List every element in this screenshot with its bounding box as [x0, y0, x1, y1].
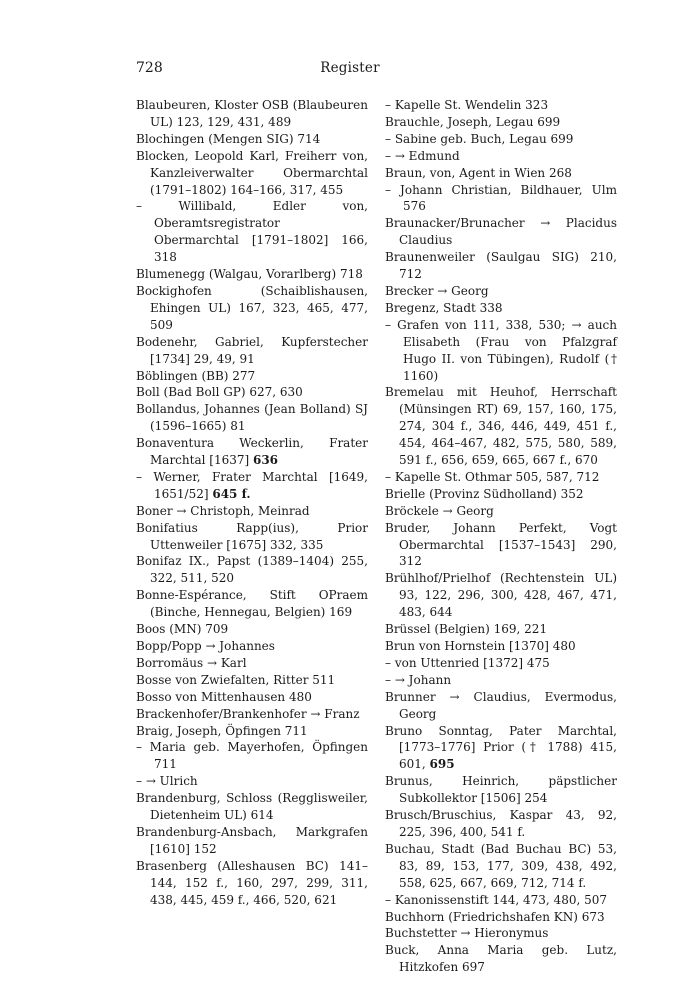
index-entry [136, 520, 368, 554]
index-entry [385, 384, 617, 469]
page-number: 728 [136, 60, 163, 76]
index-entry [385, 165, 617, 182]
index-entry-bold-page: 636 [252, 453, 279, 468]
index-entry-bold-page: 645 f. [212, 486, 251, 501]
index-entry [136, 148, 368, 199]
index-entry-text: – → Edmund [385, 148, 460, 163]
index-entry-text: Bonifaz IX., Papst (1389–1404) 255, 322, 511, 520 [136, 554, 368, 586]
index-entry-text: Bremelau mit Heuhof, Herrschaft (Münsingen RT) 69, 157, 160, 175, 274, 304 f., 346, 446, 449, 451 f., 454, 464–467, 482, 575, 580, 589, 591 f., 656, 659, 665, 667 f., 670 [385, 385, 617, 468]
index-entry-text: – Werner, Frater Marchtal [1649, 1651/52] [136, 469, 368, 501]
index-entry [136, 773, 368, 790]
index-entry-text: Brackenhofer/Brankenhofer → Franz [136, 706, 360, 721]
index-entry [385, 773, 617, 807]
index-entry-text: Braun, von, Agent in Wien 268 [385, 165, 572, 180]
index-entry [136, 198, 368, 266]
index-entry-text: Blocken, Leopold Karl, Freiherr von, Kanzleiverwalter Obermarchtal (1791–1802) 164–166, 317, 455 [136, 148, 368, 197]
index-entry-text: Brusch/Bruschius, Kaspar 43, 92, 225, 396, 400, 541 f. [385, 808, 617, 839]
index-entry [136, 672, 368, 689]
index-entry [385, 114, 617, 131]
index-entry [136, 435, 368, 469]
index-entry-text: Bonifatius Rapp(ius), Prior Uttenweiler [1675] 332, 335 [136, 520, 368, 552]
index-entry-text: Buck, Anna Maria geb. Lutz, Hitzkofen 697 [385, 943, 617, 975]
index-entry [385, 182, 617, 216]
index-entry [136, 858, 368, 909]
index-entry-text: Buchhorn (Friedrichshafen KN) 673 [385, 909, 605, 924]
index-entry-text: Bollandus, Johannes (Jean Bolland) SJ (1596–1665) 81 [136, 402, 368, 434]
index-entry-bold-page: 695 [429, 757, 455, 772]
index-entry [136, 739, 368, 773]
index-entry-text: Bockighofen (Schaiblishausen, Ehingen UL) 167, 323, 465, 477, 509 [136, 283, 368, 332]
index-entry-text: Bruno Sonntag, Pater Marchtal, [1773–1776] Prior († 1788) 415, 601, [385, 723, 617, 772]
index-entry [136, 131, 368, 148]
index-entry [385, 621, 617, 638]
index-entry-text: – Maria geb. Mayerhofen, Öpfingen 711 [136, 740, 368, 772]
index-entry [136, 790, 368, 824]
index-entry-text: – Sabine geb. Buch, Legau 699 [385, 131, 574, 146]
index-entry [136, 368, 368, 385]
index-entry [385, 317, 617, 385]
index-entry-text: Boos (MN) 709 [136, 622, 229, 637]
index-entry-text: Bosse von Zwiefalten, Ritter 511 [136, 672, 336, 687]
index-entry [385, 942, 617, 976]
index-entry-text: – Kanonissenstift 144, 473, 480, 507 [385, 892, 607, 907]
index-entry-text: Buchau, Stadt (Bad Buchau BC) 53, 83, 89, 153, 177, 309, 438, 492, 558, 625, 667, 669, 712, 714 f. [385, 841, 617, 890]
index-entry-text: Brunner → Claudius, Evermodus, Georg [385, 689, 617, 721]
index-entry [136, 655, 368, 672]
index-entry-text: – Kapelle St. Wendelin 323 [385, 98, 549, 112]
index-entry [385, 655, 617, 672]
index-entry-text: Brüssel (Belgien) 169, 221 [385, 622, 548, 637]
index-entry-text: Blumenegg (Walgau, Vorarlberg) 718 [136, 267, 363, 282]
index-entry-text: Böblingen (BB) 277 [136, 368, 256, 383]
index-entry [385, 148, 617, 165]
index-entry-text: Bregenz, Stadt 338 [385, 300, 503, 315]
index-entry-text: – → Johann [385, 672, 452, 687]
index-entry [385, 283, 617, 300]
index-column-left [136, 97, 368, 909]
index-entry [136, 587, 368, 621]
index-entry-text: Blaubeuren, Kloster OSB (Blaubeuren UL) 123, 129, 431, 489 [136, 98, 368, 129]
index-entry-text: Brasenberg (Alleshausen BC) 141–144, 152 f., 160, 297, 299, 311, 438, 445, 459 f., 466, 520, 621 [136, 858, 368, 907]
index-entry-text: Braunacker/Brunacher → Placidus Claudius [385, 216, 617, 248]
index-entry [136, 266, 368, 283]
index-entry-text: Boll (Bad Boll GP) 627, 630 [136, 385, 303, 400]
index-entry [385, 97, 617, 114]
index-entry [136, 723, 368, 740]
index-entry [385, 909, 617, 926]
index-entry [136, 638, 368, 655]
index-entry-text: Brandenburg-Ansbach, Markgrafen [1610] 152 [136, 824, 368, 856]
index-entry [136, 283, 368, 334]
index-entry [136, 503, 368, 520]
index-entry [385, 892, 617, 909]
index-entry [385, 841, 617, 892]
index-entry [136, 384, 368, 401]
index-entry [385, 215, 617, 249]
index-entry [136, 553, 368, 587]
index-entry-text: Bruder, Johann Perfekt, Vogt Obermarchtal [1537–1543] 290, 312 [385, 520, 617, 569]
index-entry [136, 824, 368, 858]
index-entry [385, 486, 617, 503]
index-column-right [385, 97, 617, 976]
index-entry-text: Brunus, Heinrich, päpstlicher Subkollektor [1506] 254 [385, 774, 617, 806]
running-head: Register [320, 60, 380, 76]
index-entry-text: Bröckele → Georg [385, 503, 494, 518]
index-entry-text: Boner → Christoph, Meinrad [136, 503, 310, 518]
index-entry-text: Bodenehr, Gabriel, Kupferstecher [1734] 29, 49, 91 [136, 334, 368, 366]
index-entry [136, 689, 368, 706]
index-entry [385, 503, 617, 520]
index-entry [385, 638, 617, 655]
index-entry-text: Brecker → Georg [385, 283, 489, 298]
index-entry [385, 925, 617, 942]
index-entry-text: – Kapelle St. Othmar 505, 587, 712 [385, 469, 600, 484]
index-entry [385, 689, 617, 723]
index-entry-text: Bonaventura Weckerlin, Frater Marchtal [1637] [136, 436, 368, 468]
index-entry-text: Borromäus → Karl [136, 655, 247, 670]
index-entry [385, 249, 617, 283]
index-entry [136, 469, 368, 503]
index-entry-text: Brühlhof/Prielhof (Rechtenstein UL) 93, 122, 296, 300, 428, 467, 471, 483, 644 [385, 571, 617, 620]
index-entry [385, 723, 617, 774]
index-entry [385, 520, 617, 571]
index-entry [385, 807, 617, 841]
index-entry-text: Brun von Hornstein [1370] 480 [385, 639, 576, 653]
index-entry-text: – Willibald, Edler von, Oberamtsregistrator Obermarchtal [1791–1802] 166, 318 [136, 199, 368, 265]
index-entry-text: Bosso von Mittenhausen 480 [136, 689, 312, 704]
index-entry [136, 401, 368, 435]
index-entry [136, 706, 368, 723]
index-entry [385, 131, 617, 148]
index-entry-text: Brielle (Provinz Südholland) 352 [385, 486, 584, 501]
index-entry-text: Bonne-Espérance, Stift OPraem (Binche, Hennegau, Belgien) 169 [136, 588, 368, 620]
index-entry-text: Braunenweiler (Saulgau SIG) 210, 712 [385, 250, 617, 282]
index-entry-text: Buchstetter → Hieronymus [385, 926, 549, 941]
index-entry [385, 469, 617, 486]
index-entry-text: Bopp/Popp → Johannes [136, 639, 275, 653]
index-entry-text: Brandenburg, Schloss (Regglisweiler, Dietenheim UL) 614 [136, 791, 368, 823]
index-entry [136, 334, 368, 368]
index-entry-text: – Johann Christian, Bildhauer, Ulm 576 [385, 182, 617, 214]
index-entry-text: Braig, Joseph, Öpfingen 711 [136, 723, 308, 738]
index-entry-text: Brauchle, Joseph, Legau 699 [385, 114, 561, 129]
index-entry [385, 672, 617, 689]
index-entry [136, 621, 368, 638]
index-entry [136, 97, 368, 131]
index-entry-text: – Grafen von 111, 338, 530; → auch Elisabeth (Frau von Pfalzgraf Hugo II. von Tübingen), Rudolf († 1160) [385, 317, 617, 383]
index-entry-text: Blochingen (Mengen SIG) 714 [136, 131, 321, 146]
index-entry [385, 300, 617, 317]
index-entry-text: – → Ulrich [136, 774, 198, 789]
index-entry [385, 570, 617, 621]
index-entry-text: – von Uttenried [1372] 475 [385, 655, 550, 670]
